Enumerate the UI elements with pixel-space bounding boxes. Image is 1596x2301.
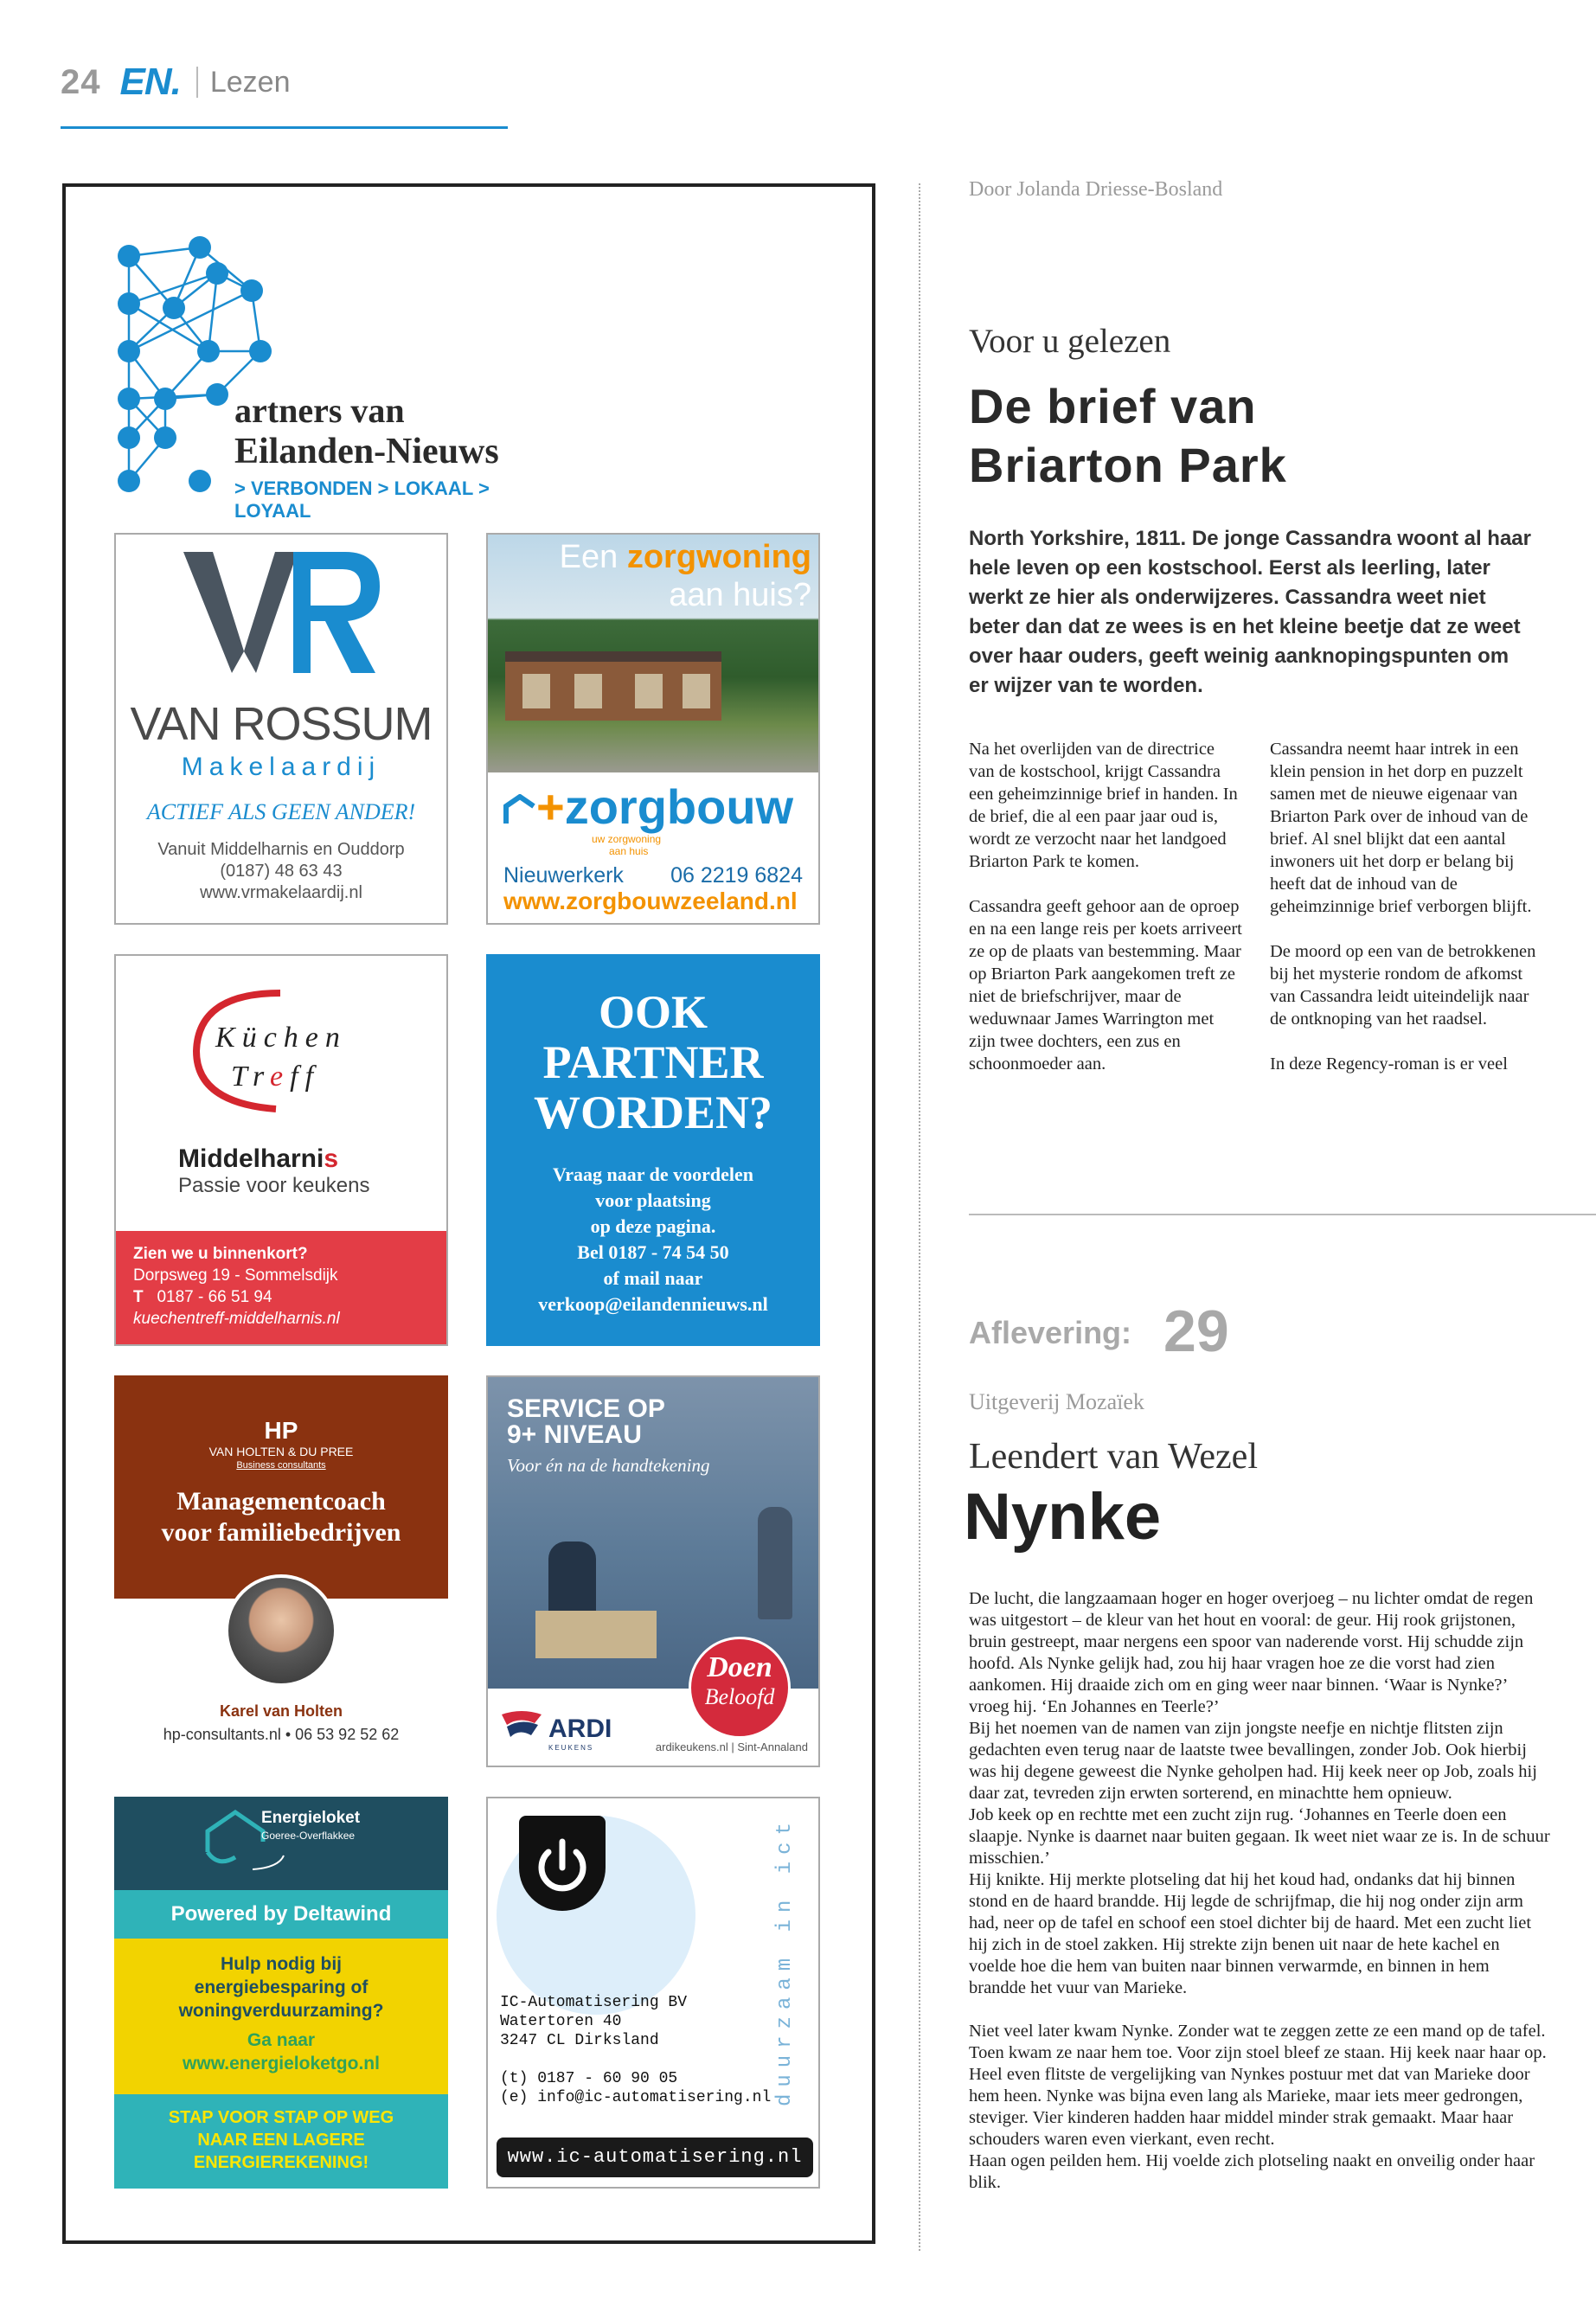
tag-line2: aan huis bbox=[609, 845, 649, 857]
section-name: Lezen bbox=[209, 65, 291, 99]
brand-name: zorgbouw bbox=[564, 779, 794, 834]
q-1: Hulp nodig bij bbox=[221, 1954, 342, 1974]
energie-question-panel bbox=[114, 1939, 448, 2094]
hp-title-2: voor familiebedrijven bbox=[161, 1518, 401, 1547]
paragraph: Haan ogen peilden hem. Hij voelde zich plotseling naakt en onveilig onder haar blik. bbox=[969, 2151, 1535, 2192]
cardboard-box bbox=[535, 1611, 657, 1658]
kuchen-contact-bar bbox=[116, 1231, 446, 1346]
paragraph: Bij het noemen van de namen van zijn jongste neefje en nichtje flitsten zijn gedachten even terug naar de laatste twee bevallingen, zonder Job. Ook hierbij was hij degene geweest die Nynke geholpen had. Hij keek neer op Job, zoals hij daar zat, tevreden zijn erwten sorterend, en minachtte hem opnieuw. bbox=[969, 1719, 1537, 1803]
ic-email[interactable]: (e) info@ic-automatisering.nl bbox=[500, 2089, 772, 2106]
ardi-name: ARDI bbox=[548, 1715, 612, 1743]
ardi-site[interactable]: ardikeukens.nl | Sint-Annaland bbox=[655, 1740, 808, 1753]
partners-title-1: artners van bbox=[234, 391, 405, 430]
partners-title-2: Eilanden-Nieuws bbox=[234, 432, 499, 471]
installer-figure bbox=[548, 1541, 596, 1615]
logo-letter: r bbox=[253, 1061, 264, 1093]
badge-beloofd: Beloofd bbox=[704, 1684, 775, 1709]
zorgbouw-headline bbox=[560, 538, 811, 614]
energie-slogan bbox=[114, 2094, 448, 2189]
partners-tagline: > VERBONDEN > LOKAAL > LOYAAL bbox=[234, 478, 490, 522]
headline-3: WORDEN? bbox=[533, 1086, 772, 1138]
hp-title bbox=[114, 1486, 448, 1548]
kuchen-url[interactable]: kuechentreff-middelharnis.nl bbox=[133, 1310, 340, 1328]
page-number: 24 bbox=[61, 62, 101, 101]
hp-title-1: Managementcoach bbox=[176, 1487, 386, 1516]
info-phone: Bel 0187 - 74 54 50 bbox=[577, 1241, 729, 1263]
vr-slogan: ACTIEF ALS GEEN ANDER! bbox=[146, 799, 416, 824]
house-image bbox=[505, 651, 721, 721]
kuchen-phone: 0187 - 66 51 94 bbox=[157, 1288, 272, 1306]
paragraph: In deze Regency-roman is er veel bbox=[1270, 1054, 1508, 1074]
doen-beloofd-badge bbox=[689, 1637, 791, 1739]
headline-post: aan huis? bbox=[669, 577, 811, 613]
energie-question bbox=[114, 1952, 448, 2022]
ad-ook-partner[interactable] bbox=[486, 954, 820, 1346]
logo-letter: f bbox=[290, 1061, 298, 1093]
kuchen-address: Dorpsweg 19 - Sommelsdijk bbox=[133, 1266, 338, 1285]
paragraph: Niet veel later kwam Nynke. Zonder wat te zeggen zette ze een mand op de tafel. Toen kwam ze naar hem toe. Voor zijn stoel bleef ze staan. Hij keek naar haar op. Heel even flitste de vergelijking van Nynkes postuur met dat van Marieke door hem heen. Nynke was bijna even lang als Marieke, maar iets meer gedrongen, steviger. Vier kinderen hadden haar middel minder strak gemaakt. Maar haar schouders waren even vierkant, even recht. bbox=[969, 2022, 1547, 2149]
roof-icon bbox=[503, 794, 536, 827]
slogan-1: STAP VOOR STAP OP WEG bbox=[168, 2108, 394, 2127]
phone-label: T bbox=[133, 1288, 144, 1306]
ic-phone: (t) 0187 - 60 90 05 bbox=[500, 2070, 678, 2087]
goto-label: Ga naar bbox=[247, 2030, 316, 2050]
zorgbouw-tag bbox=[592, 833, 661, 857]
ad-hp-consultants[interactable] bbox=[114, 1375, 448, 1767]
vr-phone: (0187) 48 63 43 bbox=[220, 862, 343, 881]
paragraph: Hij knikte. Hij merkte plotseling dat hij het koud had, ondanks dat hij binnen stond en de haard brandde. Hij legde de schrijfmap, die hij nog onder zijn arm had, neer op de tafel en schoof een stoel dichter bij de haard. Met een zucht liet hij zich in de stoel zakken. Hij strekte zijn benen uit naar de hete kachel en voelde hoe die hem van buiten naar binnen verwarmde, en binnen in hem brandde het vuur van Marieke. bbox=[969, 1870, 1532, 1997]
ad-van-rossum[interactable] bbox=[114, 533, 448, 925]
header-separator bbox=[196, 67, 198, 98]
ad-ardi-keukens[interactable] bbox=[486, 1375, 820, 1767]
treff-row-2 bbox=[231, 1061, 317, 1093]
info-3: op deze pagina. bbox=[590, 1215, 716, 1237]
hp-logo: HP bbox=[264, 1417, 298, 1444]
vr-sub: Makelaardij bbox=[181, 753, 381, 781]
energie-goto bbox=[114, 2029, 448, 2075]
goto-url[interactable]: www.energieloketgo.nl bbox=[183, 2054, 380, 2073]
book-title: Nynke bbox=[964, 1480, 1162, 1554]
kuchen-phone-row bbox=[133, 1286, 429, 1308]
vr-location: Vanuit Middelharnis en Ouddorp bbox=[157, 840, 405, 859]
article-title bbox=[969, 377, 1287, 495]
article-kicker: Voor u gelezen bbox=[969, 323, 1171, 360]
story-text bbox=[969, 1588, 1550, 2194]
section-divider bbox=[969, 1214, 1596, 1215]
ad-zorgbouw[interactable] bbox=[486, 533, 820, 925]
headline-1: OOK bbox=[598, 986, 708, 1038]
episode-number: 29 bbox=[1163, 1298, 1229, 1364]
paragraph: Job keek op en rechtte met een zucht zijn rug. ‘Johannes en Teerle doen een slaapje. Nynke is daarnet naar buiten gegaan. Ik weet niet waar ze is. In de schuur misschien.’ bbox=[969, 1805, 1550, 1868]
headline-pre: Een bbox=[559, 539, 627, 575]
ic-street: Watertoren 40 bbox=[500, 2013, 622, 2030]
ic-power-icon bbox=[519, 1816, 606, 1911]
logo-letter: T bbox=[231, 1061, 247, 1093]
ad-energieloket[interactable] bbox=[114, 1797, 448, 2189]
vr-logo-icon bbox=[116, 535, 448, 690]
partner-info bbox=[486, 1162, 820, 1317]
ardi-headline bbox=[507, 1396, 665, 1448]
hp-bc: Business consultants bbox=[236, 1460, 326, 1471]
customer-figure bbox=[758, 1507, 792, 1619]
logo-letter: e bbox=[270, 1061, 284, 1093]
vr-contact bbox=[116, 839, 446, 904]
paragraph: Na het overlijden van de directrice van de kostschool, krijgt Cassandra een geheimzinnige brief in handen. In de brief, die al een paar jaar oud is, wordt ze verzocht naar het landgoed Briarton Park te komen. bbox=[969, 740, 1238, 871]
q-2: energiebesparing of bbox=[194, 1977, 369, 1997]
brand-plus: + bbox=[536, 779, 565, 834]
kuchen-tagline: Passie voor keukens bbox=[178, 1174, 370, 1197]
paragraph: De lucht, die langzaamaan hoger en hoger overjoeg – nu lichter omdat de regen was uitgestort – de kleur van het hout en vooral: de geur. Hij rook grijstonen, bruin gestreept, maar nergens een spoor van naderende vorst. Hij schudde zijn hoofd. Als Nynke gelijk had, zou hij haar vragen hoe ze die vorst had zien aankomen. Hij draaide zich om en ging weer naar binnen. ‘Waar is Nynke?’ vroeg hij. ‘En Johannes en Teerle?’ bbox=[969, 1589, 1534, 1716]
column-divider bbox=[919, 183, 920, 2251]
portrait-photo bbox=[225, 1574, 337, 1687]
ic-vertical-slogan: duurzaam in ict bbox=[773, 1816, 797, 2107]
episode-label: Aflevering: bbox=[969, 1315, 1132, 1350]
title-line-2: Briarton Park bbox=[969, 438, 1287, 492]
ic-city: 3247 CL Dirksland bbox=[500, 2032, 659, 2049]
headline-highlight: zorgwoning bbox=[626, 539, 811, 575]
info-1: Vraag naar de voordelen bbox=[553, 1163, 753, 1185]
ic-url[interactable]: www.ic-automatisering.nl bbox=[497, 2138, 813, 2177]
ad-kuchen-treff[interactable] bbox=[114, 954, 448, 1346]
vr-name: VAN ROSSUM bbox=[130, 698, 433, 750]
power-icon bbox=[519, 1816, 606, 1911]
zorgbouw-location: Nieuwerkerk bbox=[503, 863, 624, 888]
byline: Door Jolanda Driesse-Bosland bbox=[969, 178, 1223, 201]
publisher: Uitgeverij Mozaïek bbox=[969, 1389, 1144, 1414]
zorgbouw-brand bbox=[503, 779, 793, 835]
title-line-1: De brief van bbox=[969, 379, 1257, 433]
paragraph: Cassandra geeft gehoor aan de oproep en na een lange reis per koets arriveert ze op de plaats van bestemming. Maar op Briarton Park aangekomen treft ze niet de briefschrijver, maar de weduwnaar James Warrington met zijn twee dochters, een zus en schoonmoeder aan. bbox=[969, 897, 1242, 1074]
logo-letter: K bbox=[215, 1022, 235, 1054]
q-3: woningverduurzaming? bbox=[178, 2001, 384, 2021]
partners-box bbox=[62, 183, 875, 2244]
zorgbouw-phone: 06 2219 6824 bbox=[670, 863, 803, 888]
energie-title: Energieloket bbox=[261, 1809, 361, 1827]
kuchen-question: Zien we u binnenkort? bbox=[133, 1245, 308, 1263]
headline-2: PARTNER bbox=[542, 1036, 764, 1088]
logo-letter: e bbox=[304, 1022, 318, 1054]
kuchen-row-1 bbox=[215, 1022, 340, 1054]
article-lead: North Yorkshire, 1811. De jonge Cassandra woont al haar hele leven op een kostschool. Eerst als leerling, later werkt ze hier als onderwijzeres. Cassandra weet niet beter dan dat ze wees is en het kleine beetje dat ze weet over haar ouders, geeft weinig aanknopingspunten om er wijzer van te worden. bbox=[969, 527, 1531, 697]
kuchen-place bbox=[178, 1144, 338, 1174]
logo-letter: c bbox=[263, 1022, 277, 1054]
logo-letter: n bbox=[324, 1022, 340, 1054]
info-email[interactable]: verkoop@eilandennieuws.nl bbox=[538, 1293, 768, 1315]
place-pre: Middelharni bbox=[178, 1144, 324, 1173]
author: Leendert van Wezel bbox=[969, 1437, 1258, 1477]
ad-ic-automatisering[interactable] bbox=[486, 1797, 820, 2189]
ardi-flag-icon bbox=[500, 1708, 543, 1742]
header-rule bbox=[61, 126, 508, 129]
hp-contact: hp-consultants.nl • 06 53 92 52 62 bbox=[163, 1726, 400, 1743]
info-5: of mail naar bbox=[603, 1267, 703, 1289]
slogan-2: NAAR EEN LAGERE bbox=[197, 2131, 365, 2150]
hp-person: Karel van Holten bbox=[219, 1702, 343, 1720]
zorgbouw-url[interactable]: www.zorgbouwzeeland.nl bbox=[503, 888, 798, 914]
powered-by: Powered by Deltawind bbox=[114, 1890, 448, 1939]
badge-doen: Doen bbox=[707, 1651, 772, 1683]
energie-subtitle: Goeree-Overflakkee bbox=[261, 1830, 356, 1842]
partner-headline bbox=[486, 987, 820, 1138]
ic-address bbox=[500, 1993, 771, 2107]
vr-url[interactable]: www.vrmakelaardij.nl bbox=[200, 883, 362, 902]
newspaper-logo: EN. bbox=[119, 61, 181, 103]
ic-company: IC-Automatisering BV bbox=[500, 1994, 688, 2011]
article-column-2 bbox=[1270, 738, 1545, 1098]
ardi-headline-2: 9+ NIVEAU bbox=[507, 1420, 642, 1449]
partners-logo bbox=[113, 221, 563, 522]
ardi-headline-1: SERVICE OP bbox=[507, 1394, 665, 1423]
logo-letter: ü bbox=[241, 1022, 257, 1054]
page-header bbox=[61, 61, 291, 104]
ardi-keukens: KEUKENS bbox=[548, 1744, 594, 1752]
ardi-subline: Voor én na de handtekening bbox=[507, 1455, 710, 1476]
paragraph: De moord op een van de betrokkenen bij het mysterie rondom de afkomst van Cassandra leidt uiteindelijk naar de ontknoping van het raadsel. bbox=[1270, 942, 1536, 1029]
hp-firm: VAN HOLTEN & DU PREE bbox=[208, 1445, 354, 1458]
info-2: voor plaatsing bbox=[595, 1189, 711, 1211]
paragraph: Cassandra neemt haar intrek in een klein pension in het dorp en puzzelt samen met de nieuwe eigenaar van Briarton Park over de inhoud van de brief. Al snel blijkt dat een aantal inwoners uit het dorp er belang bij heeft dat de inhoud van de geheimzinnige brief verborgen blijft. bbox=[1270, 740, 1532, 916]
logo-letter: h bbox=[283, 1022, 298, 1054]
slogan-3: ENERGIEREKENING! bbox=[193, 2153, 369, 2172]
place-hl: s bbox=[324, 1144, 339, 1173]
kuchen-treff-logo-icon bbox=[181, 986, 388, 1116]
logo-letter: f bbox=[304, 1061, 314, 1093]
tag-line1: uw zorgwoning bbox=[592, 833, 662, 845]
article-column-1 bbox=[969, 738, 1244, 1098]
